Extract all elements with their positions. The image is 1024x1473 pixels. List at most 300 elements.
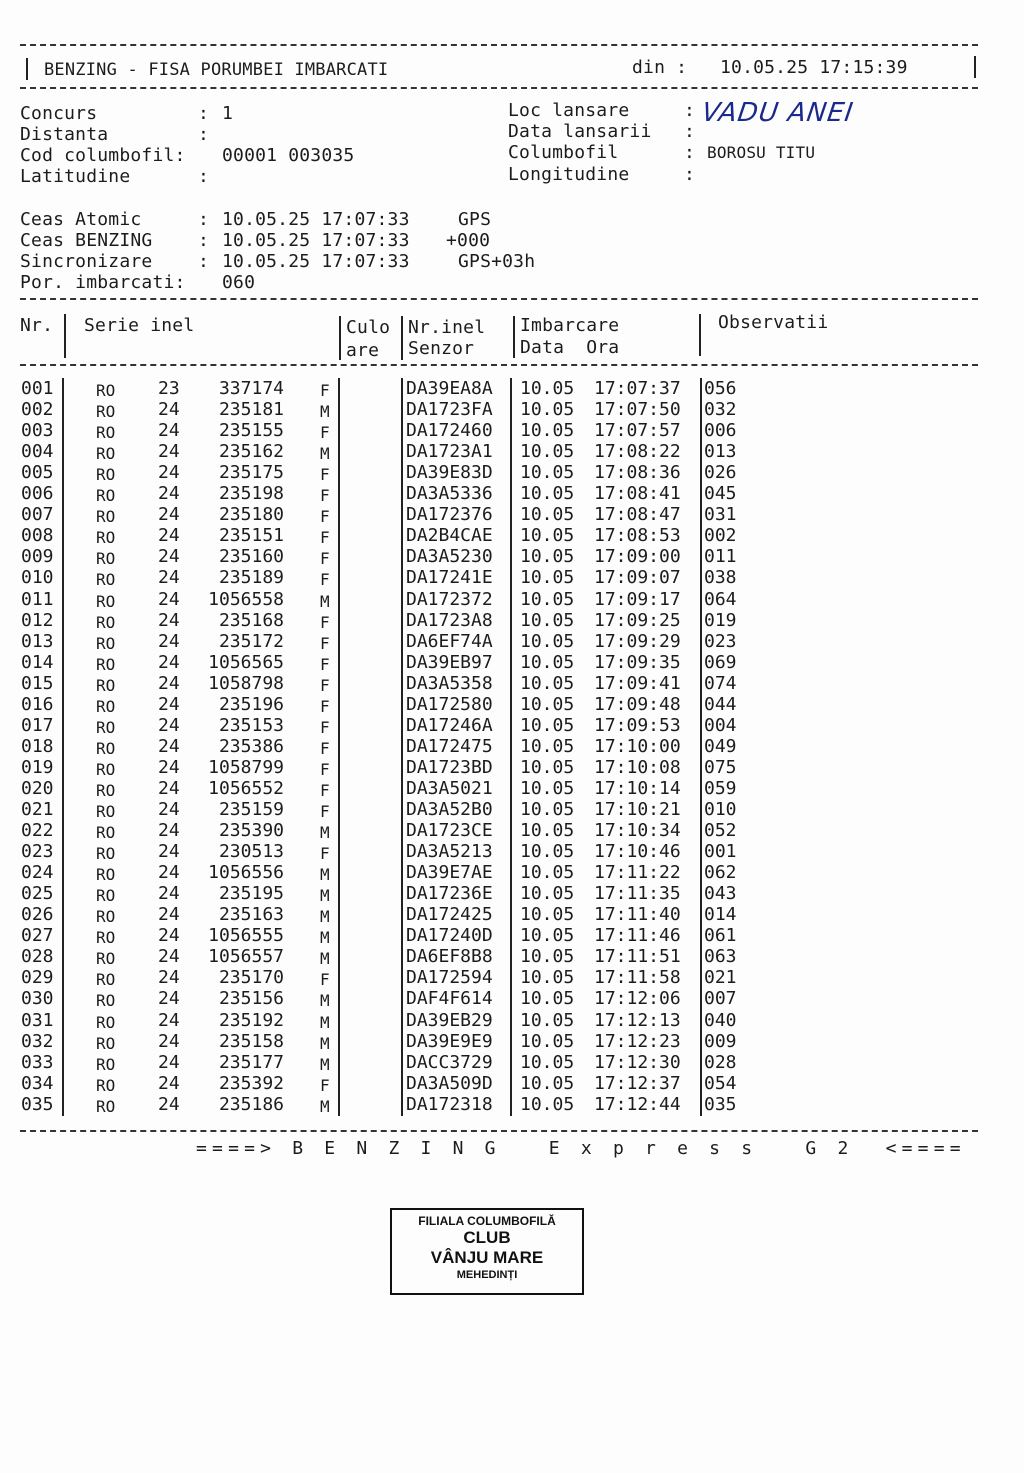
row-sensor: DA172460	[406, 420, 493, 442]
row-col-divider	[338, 1073, 340, 1095]
row-ring-number: 235153	[218, 714, 284, 736]
row-sex: M	[320, 1096, 330, 1116]
row-time: 17:10:00	[594, 735, 681, 757]
row-year: 24	[158, 399, 180, 421]
table-row	[0, 420, 1024, 441]
row-nr: 031	[21, 1009, 54, 1031]
row-time: 17:12:23	[594, 1030, 681, 1052]
table-row	[0, 1031, 1024, 1052]
row-country: RO	[96, 612, 116, 632]
row-time: 17:11:22	[594, 862, 681, 884]
row-sex: F	[320, 465, 330, 485]
row-time: 17:09:29	[594, 630, 681, 652]
row-col-divider	[401, 757, 403, 779]
col-header-observatii: Observatii	[718, 312, 829, 333]
row-sex: M	[320, 928, 330, 948]
row-col-divider	[510, 736, 512, 758]
table-row	[0, 504, 1024, 525]
row-sex: F	[320, 486, 330, 506]
cod-columbofil-value: 00001 003035	[222, 145, 355, 166]
row-sensor: DA172318	[406, 1093, 493, 1115]
row-col-divider	[700, 483, 702, 505]
row-observatii: 040	[704, 1009, 737, 1031]
row-col-divider	[62, 820, 64, 842]
row-nr: 027	[21, 925, 54, 947]
row-date: 10.05	[520, 378, 575, 399]
row-col-divider	[510, 610, 512, 632]
row-year: 24	[158, 588, 180, 610]
row-country: RO	[96, 1033, 116, 1053]
row-ring-number: 235155	[218, 420, 284, 442]
row-nr: 022	[21, 820, 54, 842]
row-col-divider	[62, 420, 64, 442]
row-sex: M	[320, 1054, 330, 1074]
row-sex: F	[320, 970, 330, 990]
row-sex: M	[320, 402, 330, 422]
row-col-divider	[401, 525, 403, 547]
row-time: 17:07:37	[594, 378, 681, 399]
row-date: 10.05	[520, 967, 575, 989]
row-col-divider	[62, 631, 64, 653]
row-observatii: 031	[704, 504, 737, 526]
table-bottom-rule	[20, 1130, 978, 1132]
row-year: 24	[158, 904, 180, 926]
row-col-divider	[700, 1031, 702, 1053]
sincronizare-suffix: GPS+03h	[458, 251, 536, 272]
row-time: 17:10:14	[594, 777, 681, 799]
row-col-divider	[401, 904, 403, 926]
row-col-divider	[62, 1031, 64, 1053]
row-year: 24	[158, 630, 180, 652]
row-col-divider	[700, 462, 702, 484]
row-year: 24	[158, 672, 180, 694]
row-time: 17:12:37	[594, 1072, 681, 1094]
row-date: 10.05	[520, 441, 575, 463]
row-col-divider	[510, 1010, 512, 1032]
row-sensor: DA17246A	[406, 714, 493, 736]
col-header-nrinel: Nr.inel	[408, 317, 486, 338]
concurs-value: 1	[222, 103, 234, 124]
row-observatii: 035	[704, 1093, 737, 1115]
row-sensor: DA6EF74A	[406, 630, 493, 652]
table-row	[0, 1010, 1024, 1031]
stamp-line-3: VÂNJU MARE	[430, 1248, 544, 1267]
row-col-divider	[338, 841, 340, 863]
row-date: 10.05	[520, 1009, 575, 1031]
row-time: 17:08:22	[594, 441, 681, 463]
row-sensor: DA172425	[406, 904, 493, 926]
row-time: 17:09:48	[594, 693, 681, 715]
row-col-divider	[62, 862, 64, 884]
row-country: RO	[96, 780, 116, 800]
row-time: 17:08:36	[594, 462, 681, 484]
row-col-divider	[62, 883, 64, 905]
row-col-divider	[62, 1052, 64, 1074]
row-observatii: 074	[704, 672, 737, 694]
row-col-divider	[338, 483, 340, 505]
row-observatii: 004	[704, 714, 737, 736]
row-col-divider	[62, 504, 64, 526]
row-observatii: 043	[704, 883, 737, 905]
row-col-divider	[338, 504, 340, 526]
row-col-divider	[338, 715, 340, 737]
row-nr: 021	[21, 799, 54, 820]
row-col-divider	[338, 694, 340, 716]
row-col-divider	[401, 946, 403, 968]
row-date: 10.05	[520, 693, 575, 715]
row-ring-number: 230513	[218, 841, 284, 863]
row-country: RO	[96, 1096, 116, 1116]
table-row	[0, 462, 1024, 483]
stamp-line-4: MEHEDINȚI	[456, 1269, 518, 1281]
row-country: RO	[96, 802, 116, 821]
row-time: 17:09:25	[594, 609, 681, 631]
row-col-divider	[338, 525, 340, 547]
table-row	[0, 778, 1024, 799]
row-ring-number: 235392	[218, 1072, 284, 1094]
row-country: RO	[96, 759, 116, 779]
row-col-divider	[338, 546, 340, 568]
row-nr: 016	[21, 693, 54, 715]
row-nr: 004	[21, 441, 54, 463]
row-country: RO	[96, 444, 116, 464]
row-col-divider	[700, 420, 702, 442]
row-sex: F	[320, 423, 330, 443]
row-sex: M	[320, 907, 330, 927]
row-country: RO	[96, 507, 116, 527]
row-sensor: DA2B4CAE	[406, 525, 493, 547]
row-year: 24	[158, 777, 180, 799]
row-col-divider	[62, 1010, 64, 1032]
row-country: RO	[96, 591, 116, 611]
row-time: 17:12:30	[594, 1051, 681, 1073]
colon: :	[198, 230, 210, 251]
col-divider	[64, 314, 66, 358]
row-col-divider	[338, 420, 340, 442]
row-col-divider	[62, 378, 64, 400]
row-time: 17:07:57	[594, 420, 681, 442]
row-col-divider	[700, 883, 702, 905]
row-col-divider	[510, 504, 512, 526]
row-col-divider	[700, 988, 702, 1010]
row-date: 10.05	[520, 609, 575, 631]
row-year: 24	[158, 1072, 180, 1094]
row-date: 10.05	[520, 567, 575, 589]
row-nr: 008	[21, 525, 54, 547]
row-sensor: DA3A52B0	[406, 799, 493, 820]
table-row	[0, 715, 1024, 736]
row-col-divider	[510, 799, 512, 821]
row-col-divider	[401, 820, 403, 842]
row-nr: 009	[21, 546, 54, 568]
row-nr: 032	[21, 1030, 54, 1052]
row-col-divider	[338, 631, 340, 653]
row-sex: F	[320, 802, 330, 821]
row-ring-number: 235180	[218, 504, 284, 526]
row-ring-number: 235186	[218, 1093, 284, 1115]
row-sex: M	[320, 1012, 330, 1032]
row-ring-number: 1056558	[208, 588, 284, 610]
table-row	[0, 378, 1024, 399]
row-col-divider	[401, 567, 403, 589]
row-col-divider	[510, 1052, 512, 1074]
row-col-divider	[510, 673, 512, 695]
row-nr: 007	[21, 504, 54, 526]
row-time: 17:12:06	[594, 988, 681, 1010]
row-observatii: 059	[704, 777, 737, 799]
row-year: 24	[158, 1030, 180, 1052]
row-col-divider	[62, 925, 64, 947]
row-col-divider	[62, 946, 64, 968]
row-col-divider	[700, 715, 702, 737]
row-col-divider	[510, 946, 512, 968]
table-row	[0, 589, 1024, 610]
row-time: 17:09:35	[594, 651, 681, 673]
row-col-divider	[62, 736, 64, 758]
row-country: RO	[96, 844, 116, 864]
row-col-divider	[510, 399, 512, 421]
ceas-benzing-label: Ceas BENZING	[20, 230, 153, 251]
row-col-divider	[401, 988, 403, 1010]
row-ring-number: 235151	[218, 525, 284, 547]
row-year: 24	[158, 609, 180, 631]
row-year: 24	[158, 441, 180, 463]
table-row	[0, 841, 1024, 862]
row-country: RO	[96, 949, 116, 969]
colon: :	[198, 103, 210, 124]
row-col-divider	[401, 799, 403, 821]
ceas-atomic-suffix: GPS	[458, 209, 492, 230]
row-date: 10.05	[520, 462, 575, 484]
row-country: RO	[96, 465, 116, 485]
row-col-divider	[700, 1073, 702, 1095]
row-observatii: 054	[704, 1072, 737, 1094]
row-sex: F	[320, 612, 330, 632]
row-nr: 012	[21, 609, 54, 631]
row-sensor: DA17241E	[406, 567, 493, 589]
row-ring-number: 1056556	[208, 862, 284, 884]
row-ring-number: 235156	[218, 988, 284, 1010]
row-time: 17:10:21	[594, 799, 681, 820]
row-nr: 001	[21, 378, 54, 399]
row-year: 24	[158, 925, 180, 947]
row-observatii: 045	[704, 483, 737, 505]
loc-lansare-label: Loc lansare	[508, 100, 630, 121]
row-ring-number: 235386	[218, 735, 284, 757]
row-country: RO	[96, 486, 116, 506]
row-country: RO	[96, 402, 116, 422]
row-col-divider	[700, 525, 702, 547]
row-col-divider	[700, 631, 702, 653]
row-year: 24	[158, 988, 180, 1010]
club-stamp	[390, 1208, 584, 1295]
row-country: RO	[96, 991, 116, 1011]
row-ring-number: 235192	[218, 1009, 284, 1031]
table-row	[0, 757, 1024, 778]
row-ring-number: 235181	[218, 399, 284, 421]
row-col-divider	[338, 589, 340, 611]
row-year: 24	[158, 967, 180, 989]
row-sensor: DA17236E	[406, 883, 493, 905]
row-sensor: DA1723A1	[406, 441, 493, 463]
row-time: 17:09:53	[594, 714, 681, 736]
row-date: 10.05	[520, 988, 575, 1010]
row-col-divider	[700, 504, 702, 526]
row-country: RO	[96, 865, 116, 885]
row-country: RO	[96, 570, 116, 590]
row-observatii: 019	[704, 609, 737, 631]
row-year: 23	[158, 378, 180, 399]
row-col-divider	[338, 799, 340, 821]
row-col-divider	[700, 946, 702, 968]
row-col-divider	[700, 757, 702, 779]
row-sex: F	[320, 654, 330, 674]
row-col-divider	[401, 652, 403, 674]
col-divider	[513, 316, 515, 358]
row-nr: 014	[21, 651, 54, 673]
row-date: 10.05	[520, 756, 575, 778]
row-time: 17:12:13	[594, 1009, 681, 1031]
row-time: 17:11:58	[594, 967, 681, 989]
row-sensor: DA1723A8	[406, 609, 493, 631]
row-col-divider	[338, 904, 340, 926]
row-year: 24	[158, 735, 180, 757]
col-divider	[699, 314, 701, 356]
row-sensor: DA39EB97	[406, 651, 493, 673]
row-sensor: DA1723CE	[406, 820, 493, 842]
row-col-divider	[700, 967, 702, 989]
row-col-divider	[338, 462, 340, 484]
row-country: RO	[96, 654, 116, 674]
row-col-divider	[62, 988, 64, 1010]
row-col-divider	[338, 673, 340, 695]
row-ring-number: 1056555	[208, 925, 284, 947]
sincronizare-label: Sincronizare	[20, 251, 153, 272]
row-nr: 011	[21, 588, 54, 610]
row-sex: M	[320, 1033, 330, 1053]
row-year: 24	[158, 756, 180, 778]
row-ring-number: 1056565	[208, 651, 284, 673]
table-row	[0, 631, 1024, 652]
row-col-divider	[401, 1073, 403, 1095]
table-row	[0, 946, 1024, 967]
colon: :	[684, 164, 696, 185]
row-col-divider	[62, 757, 64, 779]
row-col-divider	[401, 1010, 403, 1032]
row-sex: F	[320, 780, 330, 800]
table-header-rule	[20, 364, 978, 366]
row-col-divider	[338, 757, 340, 779]
row-sex: M	[320, 591, 330, 611]
row-year: 24	[158, 420, 180, 442]
row-col-divider	[510, 420, 512, 442]
columbofil-label: Columbofil	[508, 142, 619, 163]
row-sensor: DA3A5336	[406, 483, 493, 505]
row-col-divider	[401, 715, 403, 737]
row-col-divider	[401, 1052, 403, 1074]
col-header-culoare: Culo	[346, 317, 391, 338]
row-col-divider	[510, 631, 512, 653]
table-row	[0, 904, 1024, 925]
col-header-imbarcare: Imbarcare	[520, 315, 620, 336]
report-title: BENZING - FISA PORUMBEI IMBARCATI	[44, 60, 389, 80]
row-col-divider	[62, 610, 64, 632]
stamp-line-1: FILIALA COLUMBOFILĂ	[418, 1214, 556, 1228]
row-col-divider	[338, 925, 340, 947]
row-year: 24	[158, 862, 180, 884]
table-row	[0, 546, 1024, 567]
row-country: RO	[96, 717, 116, 737]
row-country: RO	[96, 549, 116, 569]
row-col-divider	[700, 399, 702, 421]
row-ring-number: 337174	[218, 378, 284, 399]
row-observatii: 062	[704, 862, 737, 884]
row-col-divider	[510, 904, 512, 926]
row-ring-number: 1058798	[208, 672, 284, 694]
row-col-divider	[510, 525, 512, 547]
row-col-divider	[62, 546, 64, 568]
row-col-divider	[338, 610, 340, 632]
row-nr: 035	[21, 1093, 54, 1115]
col-divider	[401, 316, 403, 360]
row-col-divider	[700, 1094, 702, 1116]
row-col-divider	[62, 483, 64, 505]
row-observatii: 023	[704, 630, 737, 652]
ceas-atomic-label: Ceas Atomic	[20, 209, 142, 230]
row-col-divider	[338, 1010, 340, 1032]
row-col-divider	[510, 441, 512, 463]
row-country: RO	[96, 928, 116, 948]
table-row	[0, 862, 1024, 883]
row-col-divider	[62, 399, 64, 421]
row-country: RO	[96, 696, 116, 716]
row-year: 24	[158, 820, 180, 842]
row-col-divider	[62, 673, 64, 695]
row-col-divider	[510, 820, 512, 842]
stamp-line-2: CLUB	[463, 1228, 511, 1247]
table-row	[0, 925, 1024, 946]
row-date: 10.05	[520, 1093, 575, 1115]
row-ring-number: 235172	[218, 630, 284, 652]
col-header-serie: Serie inel	[84, 315, 195, 336]
row-ring-number: 235196	[218, 693, 284, 715]
row-country: RO	[96, 886, 116, 906]
row-col-divider	[62, 525, 64, 547]
row-observatii: 014	[704, 904, 737, 926]
row-ring-number: 235160	[218, 546, 284, 568]
row-col-divider	[510, 925, 512, 947]
header-top-rule	[20, 44, 978, 46]
row-col-divider	[338, 820, 340, 842]
row-col-divider	[700, 799, 702, 821]
row-col-divider	[700, 694, 702, 716]
row-ring-number: 235158	[218, 1030, 284, 1052]
row-col-divider	[700, 904, 702, 926]
row-col-divider	[62, 567, 64, 589]
row-ring-number: 235189	[218, 567, 284, 589]
row-time: 17:11:40	[594, 904, 681, 926]
row-observatii: 044	[704, 693, 737, 715]
distanta-label: Distanta	[20, 124, 109, 145]
row-year: 24	[158, 567, 180, 589]
row-nr: 033	[21, 1051, 54, 1073]
row-col-divider	[401, 399, 403, 421]
header-left-bar	[26, 58, 28, 80]
row-nr: 010	[21, 567, 54, 589]
row-sex: F	[320, 549, 330, 569]
row-sensor: DA39E7AE	[406, 862, 493, 884]
table-row	[0, 525, 1024, 546]
